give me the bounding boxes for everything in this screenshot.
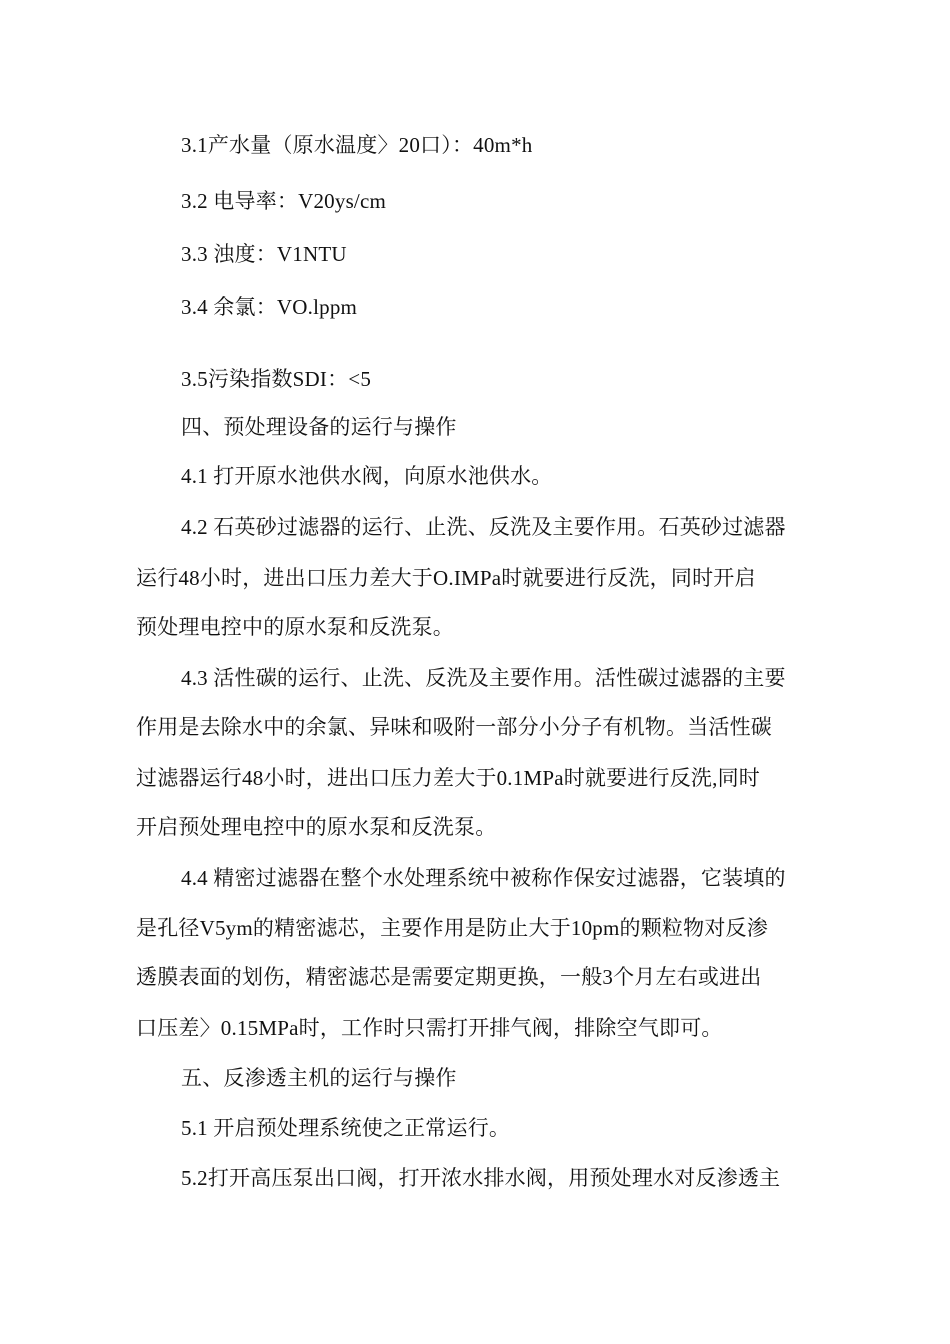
spec-line-3-3: 3.3 浊度：V1NTU [181,242,347,266]
paragraph-4-4-line-4: 口压差〉0.15MPa时，工作时只需打开排气阀，排除空气即可。 [136,1016,723,1040]
spec-line-3-2: 3.2 电导率：V20ys/cm [181,189,387,213]
paragraph-4-4-line-1: 4.4 精密过滤器在整个水处理系统中被称作保安过滤器，它装填的 [181,866,786,890]
paragraph-4-1: 4.1 打开原水池供水阀，向原水池供水。 [181,464,553,488]
spec-line-3-1: 3.1产水量（原水温度〉20口）：40m*h [181,133,533,157]
paragraph-4-3-line-1: 4.3 活性碳的运行、止洗、反洗及主要作用。活性碳过滤器的主要 [181,666,786,690]
paragraph-5-1: 5.1 开启预处理系统使之正常运行。 [181,1116,511,1140]
paragraph-4-2-line-1: 4.2 石英砂过滤器的运行、止洗、反洗及主要作用。石英砂过滤器 [181,515,786,539]
spec-line-3-5: 3.5污染指数SDI：<5 [181,367,372,391]
section-heading-4: 四、预处理设备的运行与操作 [181,415,457,439]
paragraph-4-2-line-2: 运行48小时，进出口压力差大于O.IMPa时就要进行反洗，同时开启 [136,566,756,590]
paragraph-5-2-line-1: 5.2打开高压泵出口阀，打开浓水排水阀，用预处理水对反渗透主 [181,1166,781,1190]
paragraph-4-4-line-2: 是孔径V5ym的精密滤芯，主要作用是防止大于10pm的颗粒物对反渗 [136,916,768,940]
paragraph-4-4-line-3: 透膜表面的划伤，精密滤芯是需要定期更换，一般3个月左右或进出 [136,965,762,989]
paragraph-4-2-line-3: 预处理电控中的原水泵和反洗泵。 [136,615,454,639]
section-heading-5: 五、反渗透主机的运行与操作 [181,1066,457,1090]
paragraph-4-3-line-3: 过滤器运行48小时，进出口压力差大于0.1MPa时就要进行反洗,同时 [136,766,760,790]
spec-line-3-4: 3.4 余氯：VO.lppm [181,295,358,319]
paragraph-4-3-line-2: 作用是去除水中的余氯、异味和吸附一部分小分子有机物。当活性碳 [136,715,772,739]
paragraph-4-3-line-4: 开启预处理电控中的原水泵和反洗泵。 [136,815,497,839]
